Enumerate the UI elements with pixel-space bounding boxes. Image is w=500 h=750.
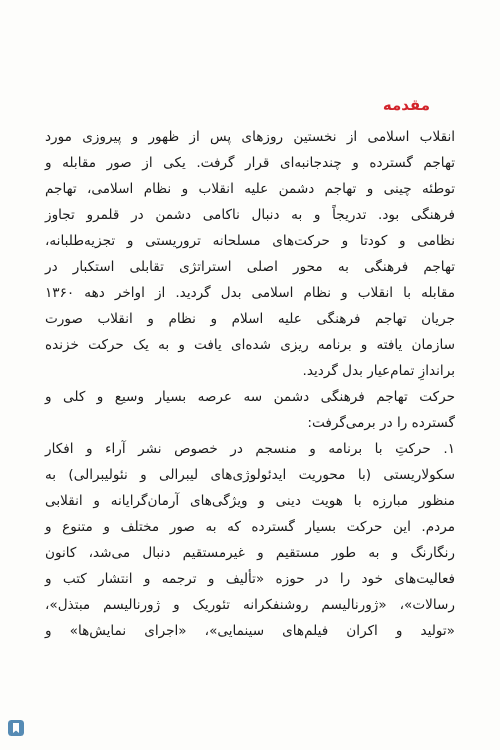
text-line: گسترده را در برمی‌گرفت: <box>307 415 455 431</box>
text-line: تهاجم گسترده و چندجانبه‌ای قرار گرفت. یکی از صور مقابله و <box>45 155 455 171</box>
text-line: فعالیت‌های خود را در حوزه «تألیف و ترجمه و انتشار کتب و <box>45 571 455 587</box>
text-line: فرهنگی بود. تدریجاً و به دنبال ناکامی دشمن در قلمرو تجاوز <box>45 207 455 223</box>
text-line: جریان تهاجم فرهنگی علیه اسلام و نظام و انقلاب صورت <box>45 311 455 327</box>
text-line: منظور مبارزه با هویت دینی و ویژگی‌های آرمان‌گرایانه و انقلابی <box>45 493 455 509</box>
body-paragraphs <box>45 124 455 644</box>
text-line: توطئه چینی و تهاجم دشمن علیه انقلاب و نظام اسلامی، تهاجم <box>45 181 455 197</box>
text-line: «تولید و اکران فیلم‌های سینمایی»، «اجرای نمایش‌ها» و <box>45 623 455 639</box>
text-line: ۱. حرکتِ با برنامه و منسجم در خصوص نشر آراء و افکار <box>45 441 455 457</box>
text-line: سازمان یافته و برنامه ریزی شده‌ای یافت و به یک حرکت خزنده <box>45 337 455 353</box>
text-line: سکولاریستی (با محوریت ایدئولوژی‌های لیبرالی و نئولیبرالی) به <box>45 467 455 483</box>
text-line: تهاجم فرهنگی به محور اصلی استراتژی تقابلی استکبار در <box>45 259 455 275</box>
bookmark-logo-icon <box>8 720 24 736</box>
section-heading: مقدمه <box>382 96 430 114</box>
text-line: مردم. این حرکت بسیار گسترده که به صور مختلف و متنوع و <box>45 519 455 535</box>
text-line: مقابله با انقلاب و نظام اسلامی بدل گردید. از اواخر دهه ۱۳۶۰ <box>45 285 455 301</box>
text-line: رسالات»، «ژورنالیسم روشنفکرانه تئوریک و ژورنالیسم مبتذل»، <box>45 597 455 613</box>
text-line: نظامی و کودتا و حرکت‌های مسلحانه تروریستی و تجزیه‌طلبانه، <box>45 233 455 249</box>
text-line: حرکت تهاجم فرهنگی دشمن سه عرصه بسیار وسیع و کلی و <box>45 389 455 405</box>
text-line: انقلاب اسلامی از نخستین روزهای پس از ظهور و پیروزی مورد <box>45 129 455 145</box>
text-line: براندازِ تمام‌عیار بدل گردید. <box>302 363 455 379</box>
text-line: رنگارنگ و به طور مستقیم و غیرمستقیم دنبال می‌شد، کانون <box>45 545 455 561</box>
